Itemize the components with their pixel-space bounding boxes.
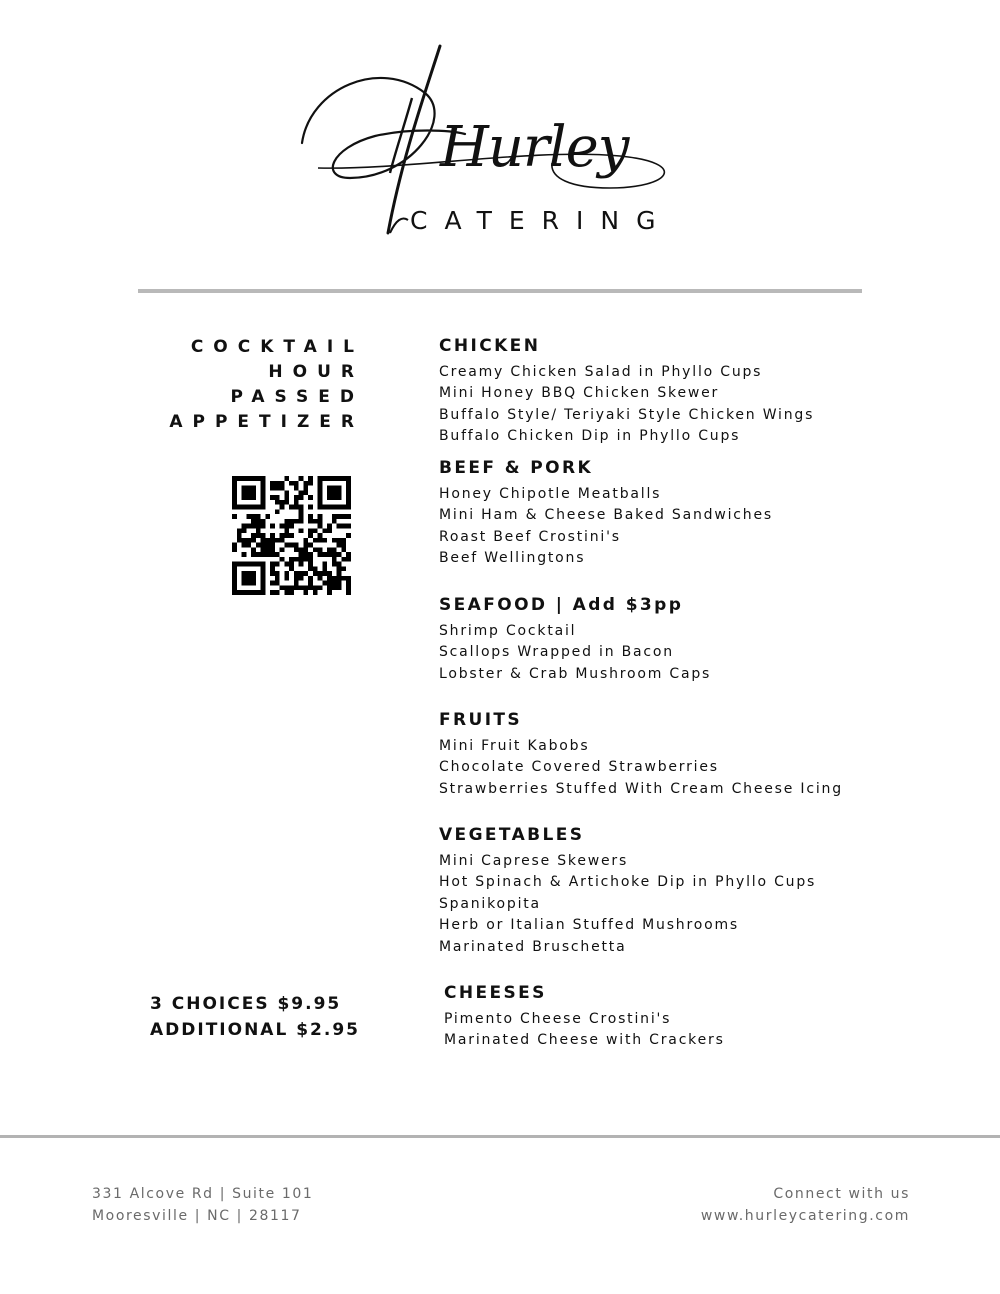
section-title: BEEF & PORK	[439, 458, 594, 478]
side-title-line: COCKTAIL	[190, 337, 364, 357]
logo-script-text: Hurley	[440, 115, 629, 180]
menu-item: Mini Honey BBQ Chicken Skewer	[439, 385, 720, 402]
menu-item: Lobster & Crab Mushroom Caps	[439, 665, 712, 682]
section-title: FRUITS	[439, 710, 523, 730]
menu-item: Roast Beef Crostini's	[439, 528, 621, 545]
pricing-line: 3 CHOICES $9.95	[150, 994, 342, 1014]
menu-item: Marinated Cheese with Crackers	[444, 1032, 725, 1049]
menu-item: Marinated Bruschetta	[439, 938, 627, 955]
menu-item: Shrimp Cocktail	[439, 623, 577, 639]
menu-item: Buffalo Style/ Teriyaki Style Chicken Wings	[439, 406, 815, 423]
menu-item: Chocolate Covered Strawberries	[439, 759, 719, 776]
section-title: CHICKEN	[439, 336, 541, 356]
address-line: Mooresville | NC | 28117	[92, 1207, 302, 1224]
footer-contact	[701, 1184, 910, 1227]
footer-address	[92, 1184, 313, 1227]
menu-category-title	[169, 335, 364, 435]
menu-item: Mini Caprese Skewers	[439, 853, 629, 869]
menu-item: Pimento Cheese Crostini's	[444, 1011, 672, 1027]
side-title-line: HOUR	[268, 362, 364, 382]
section-cheeses	[444, 982, 725, 1052]
section-beef-pork	[439, 457, 773, 570]
logo-subtitle: CATERING	[410, 206, 673, 235]
menu-item: Mini Ham & Cheese Baked Sandwiches	[439, 507, 773, 524]
pricing-block	[150, 991, 360, 1043]
side-title-line: PASSED	[230, 387, 364, 407]
menu-item: Mini Fruit Kabobs	[439, 738, 590, 754]
section-vegetables	[439, 824, 816, 958]
menu-item: Buffalo Chicken Dip in Phyllo Cups	[439, 428, 741, 445]
section-chicken	[439, 335, 814, 448]
qr-code-graphic	[232, 476, 351, 595]
section-fruits	[439, 709, 843, 800]
pricing-line: ADDITIONAL $2.95	[150, 1020, 360, 1040]
connect-label: Connect with us	[773, 1186, 910, 1202]
menu-item: Spanikopita	[439, 895, 541, 912]
address-line: 331 Alcove Rd | Suite 101	[92, 1186, 314, 1202]
bottom-divider	[0, 1135, 1000, 1138]
menu-item: Herb or Italian Stuffed Mushrooms	[439, 917, 739, 934]
section-title: CHEESES	[444, 983, 547, 1003]
top-divider	[138, 289, 862, 293]
menu-item: Creamy Chicken Salad in Phyllo Cups	[439, 364, 763, 380]
menu-item: Scallops Wrapped in Bacon	[439, 644, 674, 661]
menu-item: Honey Chipotle Meatballs	[439, 486, 662, 502]
hurley-catering-logo	[290, 38, 720, 248]
side-title-line: APPETIZER	[169, 412, 364, 432]
menu-item: Beef Wellingtons	[439, 550, 586, 567]
qr-code-icon[interactable]	[232, 476, 351, 595]
section-seafood	[439, 594, 711, 685]
menu-item: Hot Spinach & Artichoke Dip in Phyllo Cups	[439, 874, 817, 891]
section-title: VEGETABLES	[439, 825, 585, 845]
website-link[interactable]: www.hurleycatering.com	[700, 1207, 910, 1224]
menu-item: Strawberries Stuffed With Cream Cheese Icing	[439, 780, 843, 797]
section-title: SEAFOOD | Add $3pp	[439, 595, 684, 615]
